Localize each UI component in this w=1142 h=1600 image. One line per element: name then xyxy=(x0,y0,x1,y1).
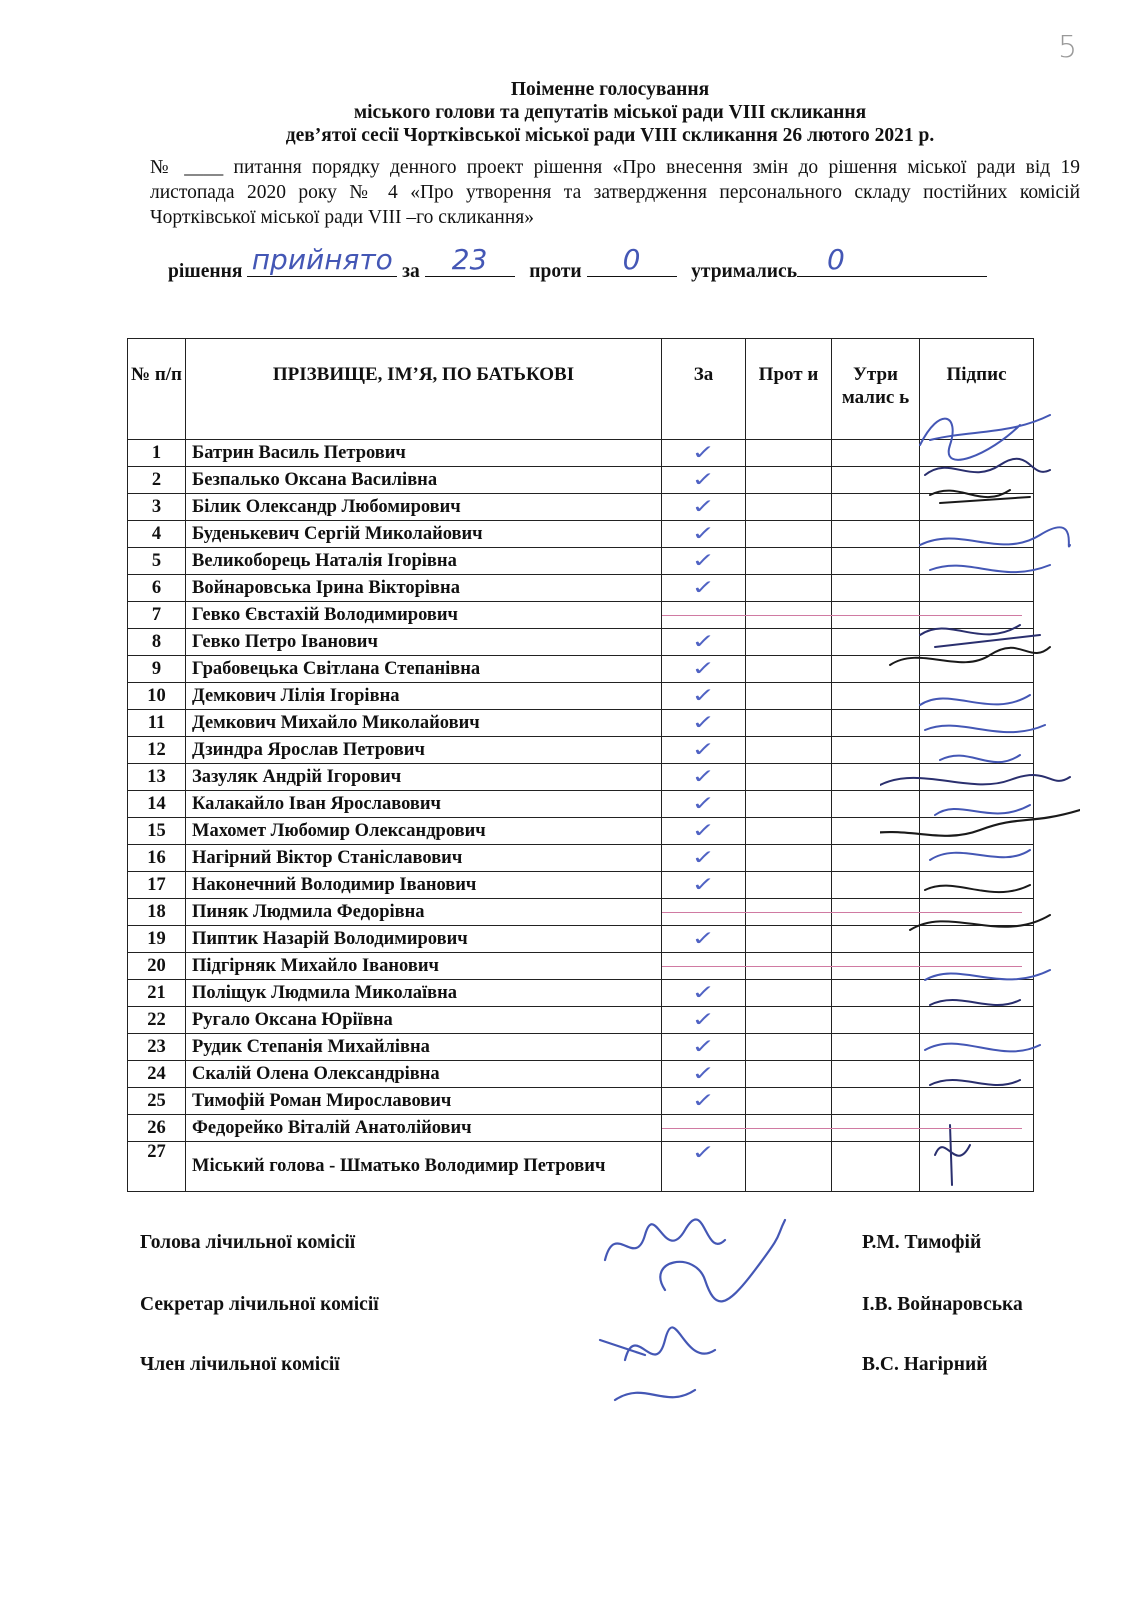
check-mark-icon: ✓ xyxy=(691,979,716,1004)
check-mark-icon: ✓ xyxy=(691,817,716,842)
signature-cell xyxy=(920,1034,1034,1061)
against-label: проти xyxy=(529,261,582,282)
for-blank xyxy=(425,243,515,277)
vote-cell-against xyxy=(746,1061,832,1088)
table-row xyxy=(128,494,1034,521)
row-name: Войнаровська Ірина Вікторівна xyxy=(186,575,662,602)
table-row xyxy=(128,467,1034,494)
signature-cell xyxy=(920,791,1034,818)
agenda-item: № ____ питання порядку денного проект рішення «Про внесення змін до рішення міської ради від 19 листопада 2020 року № 4 «Про утворення та затвердження персонального складу постійних комісій Чортківської міської ради VIII –го скликання» xyxy=(150,157,1080,228)
row-number: 20 xyxy=(128,953,186,980)
check-mark-icon: ✓ xyxy=(691,439,716,464)
table-row xyxy=(128,818,1034,845)
signature-cell xyxy=(920,1007,1034,1034)
vote-cell-against xyxy=(746,1007,832,1034)
table-row xyxy=(128,1061,1034,1088)
vote-cell-for xyxy=(662,872,746,899)
vote-cell-abstain xyxy=(832,1142,920,1192)
row-name: Міський голова - Шматько Володимир Петрович xyxy=(186,1142,662,1192)
vote-cell-for xyxy=(662,1034,746,1061)
header-title: Поіменне голосування xyxy=(510,79,710,100)
table-row xyxy=(128,1034,1034,1061)
row-number: 27 xyxy=(128,1142,186,1192)
vote-cell-for xyxy=(662,575,746,602)
row-name: Тимофій Роман Мирославович xyxy=(186,1088,662,1115)
vote-cell-abstain xyxy=(832,1088,920,1115)
vote-cell-for xyxy=(662,467,746,494)
vote-cell-against xyxy=(746,494,832,521)
table-row xyxy=(128,764,1034,791)
signature-cell xyxy=(920,845,1034,872)
table-row xyxy=(128,926,1034,953)
row-name: Дзиндра Ярослав Петрович xyxy=(186,737,662,764)
signature-cell xyxy=(920,980,1034,1007)
for-value: 23 xyxy=(451,243,488,276)
signature-cell xyxy=(920,1142,1034,1192)
check-mark-icon: ✓ xyxy=(691,520,716,545)
row-number: 4 xyxy=(128,521,186,548)
vote-cell-abstain xyxy=(832,656,920,683)
row-number: 5 xyxy=(128,548,186,575)
abstain-blank xyxy=(797,243,987,277)
table-row xyxy=(128,656,1034,683)
header-against: Прот и xyxy=(746,339,832,440)
absent-strike-line xyxy=(662,615,1022,616)
for-label: за xyxy=(402,261,420,282)
vote-cell-abstain xyxy=(832,872,920,899)
row-name: Федорейко Віталій Анатолійович xyxy=(186,1115,662,1142)
check-mark-icon: ✓ xyxy=(691,682,716,707)
row-name: Скалій Олена Олександрівна xyxy=(186,1061,662,1088)
vote-cell-against xyxy=(746,710,832,737)
signature-cell xyxy=(920,521,1034,548)
row-number: 12 xyxy=(128,737,186,764)
header-abstain: Утри малис ь xyxy=(832,339,920,440)
chair-name: Р.М. Тимофій xyxy=(862,1232,982,1253)
header-name: ПРІЗВИЩЕ, ІМ’Я, ПО БАТЬКОВІ xyxy=(186,339,662,440)
table-row xyxy=(128,980,1034,1007)
row-name: Буденькевич Сергій Миколайович xyxy=(186,521,662,548)
vote-cell-for xyxy=(662,710,746,737)
check-mark-icon: ✓ xyxy=(691,871,716,896)
row-name: Грабовецька Світлана Степанівна xyxy=(186,656,662,683)
abstain-label: утримались xyxy=(691,261,798,282)
table-row xyxy=(128,845,1034,872)
against-blank xyxy=(587,243,677,277)
row-number: 1 xyxy=(128,440,186,467)
row-number: 10 xyxy=(128,683,186,710)
table-row xyxy=(128,710,1034,737)
row-number: 13 xyxy=(128,764,186,791)
check-mark-icon: ✓ xyxy=(691,844,716,869)
vote-cell-for xyxy=(662,845,746,872)
table-row xyxy=(128,683,1034,710)
row-number: 7 xyxy=(128,602,186,629)
row-number: 8 xyxy=(128,629,186,656)
vote-cell-against xyxy=(746,467,832,494)
secretary-name: І.В. Войнаровська xyxy=(862,1294,1023,1315)
signature-cell xyxy=(920,764,1034,791)
check-mark-icon: ✓ xyxy=(691,925,716,950)
vote-cell-for xyxy=(662,1061,746,1088)
absent-strike-line xyxy=(662,966,1022,967)
check-mark-icon: ✓ xyxy=(691,547,716,572)
vote-cell-for xyxy=(662,440,746,467)
row-number: 21 xyxy=(128,980,186,1007)
signature-cell xyxy=(920,656,1034,683)
vote-cell-against xyxy=(746,926,832,953)
row-name: Махомет Любомир Олександрович xyxy=(186,818,662,845)
vote-cell-against xyxy=(746,656,832,683)
vote-cell-abstain xyxy=(832,845,920,872)
check-mark-icon: ✓ xyxy=(691,790,716,815)
vote-cell-abstain xyxy=(832,791,920,818)
against-value: 0 xyxy=(622,243,641,276)
member-label: Член лічильної комісії xyxy=(140,1354,340,1375)
vote-cell-for xyxy=(662,1007,746,1034)
row-name: Наконечний Володимир Іванович xyxy=(186,872,662,899)
vote-cell-abstain xyxy=(832,494,920,521)
vote-cell-against xyxy=(746,791,832,818)
row-number: 22 xyxy=(128,1007,186,1034)
row-name: Великоборець Наталія Ігорівна xyxy=(186,548,662,575)
vote-cell-for xyxy=(662,1088,746,1115)
row-number: 9 xyxy=(128,656,186,683)
commission-signatures xyxy=(585,1210,815,1420)
table-row xyxy=(128,629,1034,656)
signature-cell xyxy=(920,494,1034,521)
vote-cell-abstain xyxy=(832,683,920,710)
check-mark-icon: ✓ xyxy=(691,1087,716,1112)
vote-cell-for xyxy=(662,926,746,953)
check-mark-icon: ✓ xyxy=(691,709,716,734)
vote-cell-against xyxy=(746,548,832,575)
vote-cell-abstain xyxy=(832,926,920,953)
table-row xyxy=(128,1007,1034,1034)
votes-table-body xyxy=(128,440,1034,1192)
header-num: № п/п xyxy=(128,339,186,440)
signature-cell xyxy=(920,872,1034,899)
row-name: Безпалько Оксана Василівна xyxy=(186,467,662,494)
vote-cell-abstain xyxy=(832,1061,920,1088)
check-mark-icon: ✓ xyxy=(691,1033,716,1058)
vote-cell-abstain xyxy=(832,710,920,737)
vote-cell-abstain xyxy=(832,737,920,764)
table-row xyxy=(128,440,1034,467)
row-number: 2 xyxy=(128,467,186,494)
signature-cell xyxy=(920,629,1034,656)
vote-cell-abstain xyxy=(832,548,920,575)
signature-cell xyxy=(920,926,1034,953)
table-row xyxy=(128,1088,1034,1115)
vote-cell-against xyxy=(746,980,832,1007)
vote-cell-abstain xyxy=(832,521,920,548)
vote-cell-abstain xyxy=(832,1034,920,1061)
table-row xyxy=(128,575,1034,602)
vote-cell-against xyxy=(746,872,832,899)
vote-cell-against xyxy=(746,683,832,710)
header-subtitle: міського голови та депутатів міської ради VIII скликання xyxy=(353,102,867,123)
check-mark-icon: ✓ xyxy=(691,763,716,788)
decision-label: рішення xyxy=(168,261,243,282)
row-number: 19 xyxy=(128,926,186,953)
vote-cell-for xyxy=(662,521,746,548)
vote-cell-against xyxy=(746,440,832,467)
row-number: 23 xyxy=(128,1034,186,1061)
row-name: Пиняк Людмила Федорівна xyxy=(186,899,662,926)
signature-cell xyxy=(920,683,1034,710)
vote-cell-against xyxy=(746,1142,832,1192)
signature-cell xyxy=(920,1088,1034,1115)
secretary-label: Секретар лічильної комісії xyxy=(140,1294,379,1315)
vote-cell-for xyxy=(662,1142,746,1192)
vote-cell-abstain xyxy=(832,467,920,494)
row-number: 25 xyxy=(128,1088,186,1115)
check-mark-icon: ✓ xyxy=(691,1060,716,1085)
row-name: Гевко Євстахій Володимирович xyxy=(186,602,662,629)
check-mark-icon: ✓ xyxy=(691,628,716,653)
row-number: 26 xyxy=(128,1115,186,1142)
absent-strike-line xyxy=(662,1128,1022,1129)
row-number: 24 xyxy=(128,1061,186,1088)
vote-cell-against xyxy=(746,1088,832,1115)
document-header xyxy=(140,78,1080,147)
row-number: 6 xyxy=(128,575,186,602)
vote-cell-for xyxy=(662,737,746,764)
vote-cell-against xyxy=(746,575,832,602)
check-mark-icon: ✓ xyxy=(691,574,716,599)
vote-cell-against xyxy=(746,764,832,791)
table-row xyxy=(128,1142,1034,1192)
signature-cell xyxy=(920,710,1034,737)
vote-cell-for xyxy=(662,791,746,818)
vote-cell-abstain xyxy=(832,440,920,467)
row-number: 11 xyxy=(128,710,186,737)
row-name: Батрин Василь Петрович xyxy=(186,440,662,467)
row-name: Поліщук Людмила Миколаївна xyxy=(186,980,662,1007)
decision-line xyxy=(168,243,1068,287)
table-row xyxy=(128,791,1034,818)
row-name: Ругало Оксана Юріївна xyxy=(186,1007,662,1034)
signature-cell xyxy=(920,467,1034,494)
table-row xyxy=(128,548,1034,575)
table-row xyxy=(128,872,1034,899)
abstain-value: 0 xyxy=(827,243,845,276)
signature-cell xyxy=(920,440,1034,467)
member-name: В.С. Нагірний xyxy=(862,1354,988,1375)
row-name: Зазуляк Андрій Ігорович xyxy=(186,764,662,791)
chair-label: Голова лічильної комісії xyxy=(140,1232,356,1253)
row-name: Демкович Михайло Миколайович xyxy=(186,710,662,737)
vote-cell-for xyxy=(662,683,746,710)
row-name: Пиптик Назарій Володимирович xyxy=(186,926,662,953)
vote-cell-abstain xyxy=(832,1007,920,1034)
votes-table xyxy=(127,338,1034,1192)
vote-cell-against xyxy=(746,1034,832,1061)
row-number: 16 xyxy=(128,845,186,872)
vote-cell-abstain xyxy=(832,629,920,656)
row-name: Демкович Лілія Ігорівна xyxy=(186,683,662,710)
row-name: Білик Олександр Любомирович xyxy=(186,494,662,521)
signature-cell xyxy=(920,737,1034,764)
vote-cell-for xyxy=(662,980,746,1007)
row-number: 17 xyxy=(128,872,186,899)
row-number: 14 xyxy=(128,791,186,818)
vote-cell-abstain xyxy=(832,764,920,791)
vote-cell-against xyxy=(746,521,832,548)
row-name: Гевко Петро Іванович xyxy=(186,629,662,656)
vote-cell-for xyxy=(662,548,746,575)
row-number: 3 xyxy=(128,494,186,521)
header-session: дев’ятої сесії Чортківської міської ради VIII скликання 26 лютого 2021 р. xyxy=(285,125,935,146)
row-number: 18 xyxy=(128,899,186,926)
signature-cell xyxy=(920,575,1034,602)
header-for: За xyxy=(662,339,746,440)
row-name: Підгірняк Михайло Іванович xyxy=(186,953,662,980)
vote-cell-for xyxy=(662,818,746,845)
vote-cell-against xyxy=(746,818,832,845)
header-signature: Підпис xyxy=(920,339,1034,440)
table-row xyxy=(128,737,1034,764)
decision-blank xyxy=(247,243,397,277)
signature-cell xyxy=(920,818,1034,845)
check-mark-icon: ✓ xyxy=(691,466,716,491)
vote-cell-against xyxy=(746,845,832,872)
check-mark-icon: ✓ xyxy=(691,1006,716,1031)
decision-value: прийнято xyxy=(251,243,393,276)
vote-cell-abstain xyxy=(832,980,920,1007)
table-row xyxy=(128,521,1034,548)
check-mark-icon: ✓ xyxy=(691,493,716,518)
row-name: Калакайло Іван Ярославович xyxy=(186,791,662,818)
row-number: 15 xyxy=(128,818,186,845)
page-number-mark: 5 xyxy=(1058,30,1078,65)
vote-cell-for xyxy=(662,629,746,656)
row-name: Нагірний Віктор Станіславович xyxy=(186,845,662,872)
signature-cell xyxy=(920,1061,1034,1088)
vote-cell-against xyxy=(746,737,832,764)
vote-cell-abstain xyxy=(832,575,920,602)
row-name: Рудик Степанія Михайлівна xyxy=(186,1034,662,1061)
table-header-row xyxy=(128,339,1034,440)
vote-cell-for xyxy=(662,764,746,791)
vote-cell-abstain xyxy=(832,818,920,845)
check-mark-icon: ✓ xyxy=(691,1140,716,1164)
signature-cell xyxy=(920,548,1034,575)
vote-cell-for xyxy=(662,656,746,683)
vote-cell-against xyxy=(746,629,832,656)
check-mark-icon: ✓ xyxy=(691,655,716,680)
check-mark-icon: ✓ xyxy=(691,736,716,761)
absent-strike-line xyxy=(662,912,1022,913)
vote-cell-for xyxy=(662,494,746,521)
